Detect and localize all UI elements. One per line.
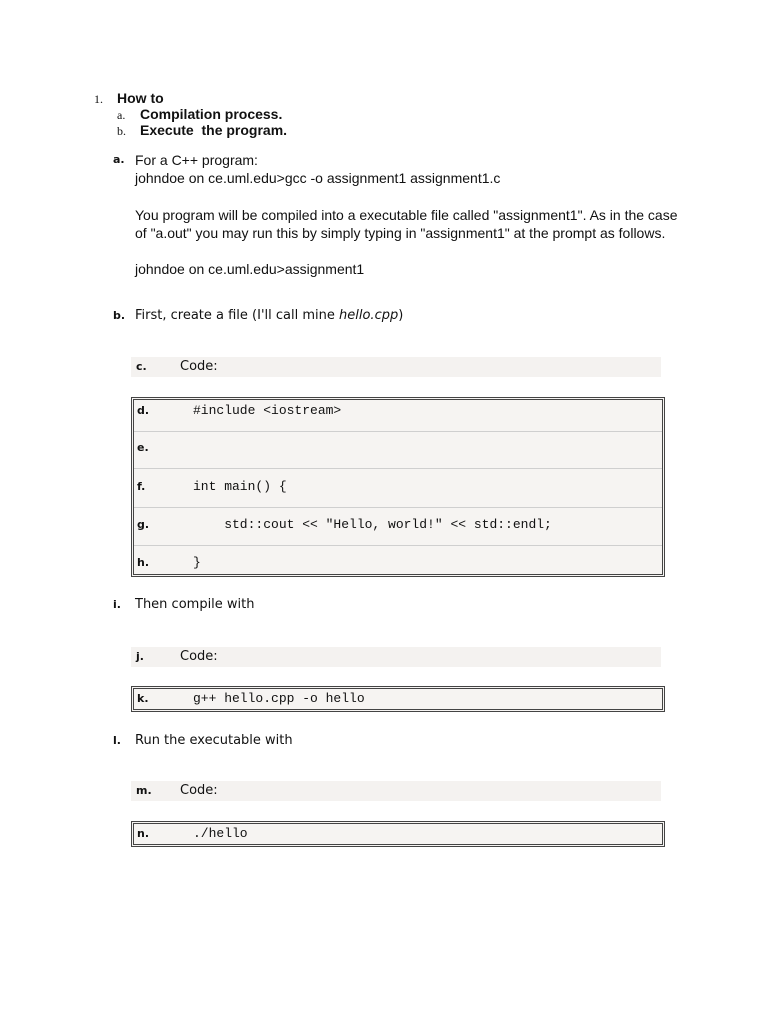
code-block bbox=[131, 821, 665, 847]
section-marker: b. bbox=[113, 309, 126, 322]
section-marker: c. bbox=[136, 360, 147, 373]
code-text: std::cout << "Hello, world!" << std::endl; bbox=[193, 517, 552, 532]
section-marker: l. bbox=[113, 734, 121, 747]
list-item-compilation: Compilation process. bbox=[140, 106, 283, 122]
command-line: johndoe on ce.uml.edu>assignment1 bbox=[135, 261, 365, 277]
line-marker: f. bbox=[137, 480, 146, 493]
code-block bbox=[131, 686, 665, 712]
code-text: ./hello bbox=[193, 826, 248, 841]
line-divider bbox=[134, 507, 662, 508]
paragraph-line: of "a.out" you may run this by simply typing in "assignment1" at the prompt as follows. bbox=[135, 225, 666, 241]
code-label-bar bbox=[131, 357, 661, 377]
paragraph-line: For a C++ program: bbox=[135, 152, 258, 168]
code-text: #include <iostream> bbox=[193, 403, 342, 418]
list-item-execute: Execute the program. bbox=[140, 122, 288, 138]
paragraph-line: You program will be compiled into a executable file called "assignment1". As in the case bbox=[135, 207, 678, 223]
code-text: } bbox=[193, 555, 201, 570]
list-marker: a. bbox=[117, 108, 126, 122]
code-label: Code: bbox=[180, 783, 218, 798]
code-label-bar bbox=[131, 647, 661, 667]
list-marker: 1. bbox=[94, 92, 103, 106]
paragraph-line: Then compile with bbox=[135, 597, 255, 612]
section-marker: a. bbox=[113, 153, 125, 166]
text-segment: ) bbox=[398, 308, 404, 323]
line-marker: h. bbox=[137, 556, 150, 569]
code-label-bar bbox=[131, 781, 661, 801]
line-marker: k. bbox=[137, 692, 149, 705]
line-divider bbox=[134, 545, 662, 546]
section-marker: m. bbox=[136, 784, 152, 797]
paragraph-line bbox=[135, 307, 403, 324]
section-marker: i. bbox=[113, 598, 121, 611]
code-text: int main() { bbox=[193, 479, 287, 494]
command-line: johndoe on ce.uml.edu>gcc -o assignment1 assignment1.c bbox=[135, 170, 501, 186]
filename-italic: hello.cpp bbox=[339, 308, 399, 323]
code-block bbox=[131, 397, 665, 577]
line-marker: e. bbox=[137, 441, 149, 454]
paragraph-line: Run the executable with bbox=[135, 733, 293, 748]
text-segment: First, create a file (I'll call mine bbox=[135, 308, 340, 323]
list-marker: b. bbox=[117, 124, 126, 138]
code-text: g++ hello.cpp -o hello bbox=[193, 691, 365, 706]
line-divider bbox=[134, 468, 662, 469]
line-marker: n. bbox=[137, 827, 150, 840]
line-divider bbox=[134, 431, 662, 432]
heading-how-to: How to bbox=[117, 90, 164, 106]
code-label: Code: bbox=[180, 359, 218, 374]
section-marker: j. bbox=[136, 650, 144, 663]
line-marker: g. bbox=[137, 518, 150, 531]
code-label: Code: bbox=[180, 649, 218, 664]
line-marker: d. bbox=[137, 404, 150, 417]
